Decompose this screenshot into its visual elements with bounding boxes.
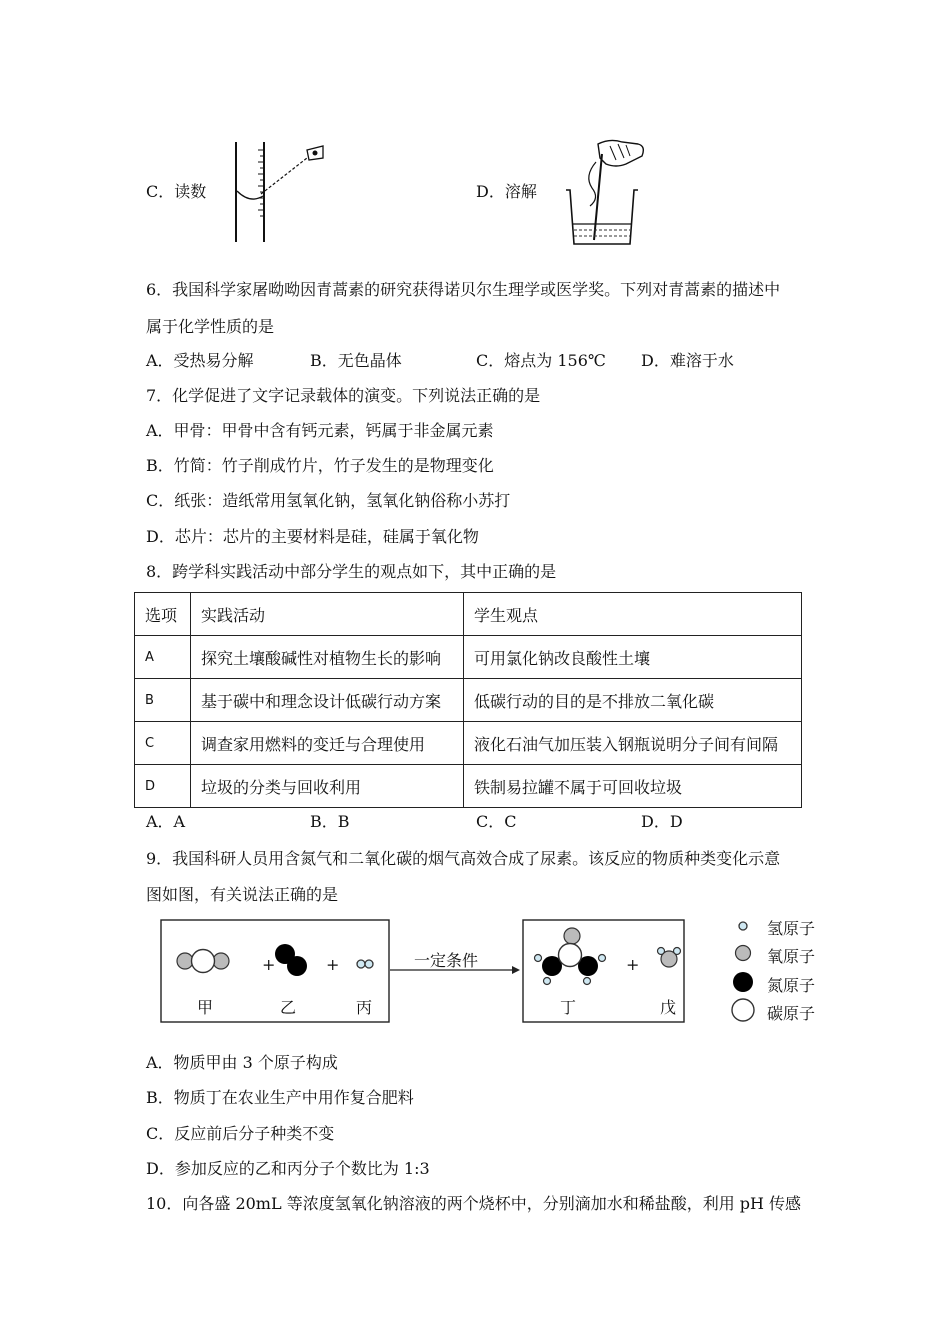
legend-oxygen-symbol: [736, 946, 751, 961]
q7-option-c: C．纸张：造纸常用氢氧化钠，氢氧化钠俗称小苏打: [146, 491, 511, 510]
q8-option-b: B．B: [310, 812, 350, 831]
row-activity: 调查家用燃料的变迁与合理使用: [191, 722, 464, 765]
legend-carbon-symbol: [732, 999, 754, 1021]
q7-option-d: D．芯片：芯片的主要材料是硅，硅属于氧化物: [146, 527, 479, 546]
plus-sign: +: [326, 955, 340, 974]
header-activity: 实践活动: [191, 593, 464, 636]
q5-option-d: D．溶解: [476, 182, 537, 201]
q6-option-a: A．受热易分解: [146, 351, 254, 370]
row-viewpoint: 铁制易拉罐不属于可回收垃圾: [464, 765, 802, 808]
q8-option-a: A．A: [146, 812, 186, 831]
q8-stem: 8．跨学科实践活动中部分学生的观点如下，其中正确的是: [146, 562, 557, 581]
arrow-condition-label: 一定条件: [414, 951, 479, 970]
plus-sign: +: [626, 955, 640, 974]
q6-stem-line2: 属于化学性质的是: [146, 317, 275, 336]
q7-option-a: A．甲骨：甲骨中含有钙元素，钙属于非金属元素: [146, 421, 494, 440]
molecule-ding: [535, 928, 606, 985]
row-option: A: [135, 636, 191, 679]
plus-sign: +: [262, 955, 276, 974]
q10-stem-line1: 10．向各盛 20mL 等浓度氢氧化钠溶液的两个烧杯中，分别滴加水和稀盐酸，利用 pH 传感: [146, 1194, 802, 1213]
legend-nitrogen: 氮原子: [767, 976, 816, 995]
q8-table: [134, 592, 802, 808]
legend-hydrogen-symbol: [739, 922, 747, 930]
q6-option-b: B．无色晶体: [310, 351, 402, 370]
header-option: 选项: [135, 593, 191, 636]
header-viewpoint: 学生观点: [464, 593, 802, 636]
row-option: D: [135, 765, 191, 808]
legend-nitrogen-symbol: [733, 972, 753, 992]
dissolving-beaker-image: [560, 136, 652, 250]
molecule-wu: [658, 948, 681, 968]
row-activity: 垃圾的分类与回收利用: [191, 765, 464, 808]
label-bing: 丙: [356, 998, 373, 1017]
molecule-yi: [275, 944, 307, 976]
table-row: [135, 636, 802, 679]
legend-hydrogen: 氢原子: [767, 919, 816, 938]
graduated-cylinder-reading-image: [225, 138, 330, 246]
table-header-row: [135, 593, 802, 636]
q7-option-b: B．竹简：竹子削成竹片，竹子发生的是物理变化: [146, 456, 494, 475]
table-row: [135, 722, 802, 765]
label-ding: 丁: [560, 998, 577, 1017]
row-viewpoint: 可用氯化钠改良酸性土壤: [464, 636, 802, 679]
row-activity: 探究土壤酸碱性对植物生长的影响: [191, 636, 464, 679]
legend-oxygen: 氧原子: [767, 947, 816, 966]
label-wu: 戊: [660, 998, 677, 1017]
label-yi: 乙: [280, 998, 297, 1017]
q6-option-d: D．难溶于水: [641, 351, 734, 370]
q9-option-a: A．物质甲由 3 个原子构成: [146, 1053, 338, 1072]
q6-option-c: C．熔点为 156℃: [476, 351, 606, 370]
q5-option-c: C．读数: [146, 182, 207, 201]
molecule-jia: [177, 950, 229, 973]
label-jia: 甲: [197, 998, 214, 1017]
row-option: C: [135, 722, 191, 765]
q6-stem-line1: 6．我国科学家屠呦呦因青蒿素的研究获得诺贝尔生理学或医学奖。下列对青蒿素的描述中: [146, 280, 781, 299]
molecule-bing: [357, 960, 373, 968]
row-viewpoint: 液化石油气加压装入钢瓶说明分子间有间隔: [464, 722, 802, 765]
row-activity: 基于碳中和理念设计低碳行动方案: [191, 679, 464, 722]
q8-option-d: D．D: [641, 812, 683, 831]
q9-option-c: C．反应前后分子种类不变: [146, 1124, 335, 1143]
legend-carbon: 碳原子: [767, 1004, 816, 1023]
table-row: [135, 679, 802, 722]
q8-option-c: C．C: [476, 812, 517, 831]
row-viewpoint: 低碳行动的目的是不排放二氧化碳: [464, 679, 802, 722]
reaction-diagram: [155, 912, 835, 1027]
q9-option-b: B．物质丁在农业生产中用作复合肥料: [146, 1088, 414, 1107]
q9-stem-line2: 图如图，有关说法正确的是: [146, 885, 339, 904]
q9-stem-line1: 9．我国科研人员用含氮气和二氧化碳的烟气高效合成了尿素。该反应的物质种类变化示意: [146, 849, 781, 868]
table-row: [135, 765, 802, 808]
row-option: B: [135, 679, 191, 722]
q9-option-d: D．参加反应的乙和丙分子个数比为 1:3: [146, 1159, 430, 1178]
q7-stem: 7．化学促进了文字记录载体的演变。下列说法正确的是: [146, 386, 541, 405]
